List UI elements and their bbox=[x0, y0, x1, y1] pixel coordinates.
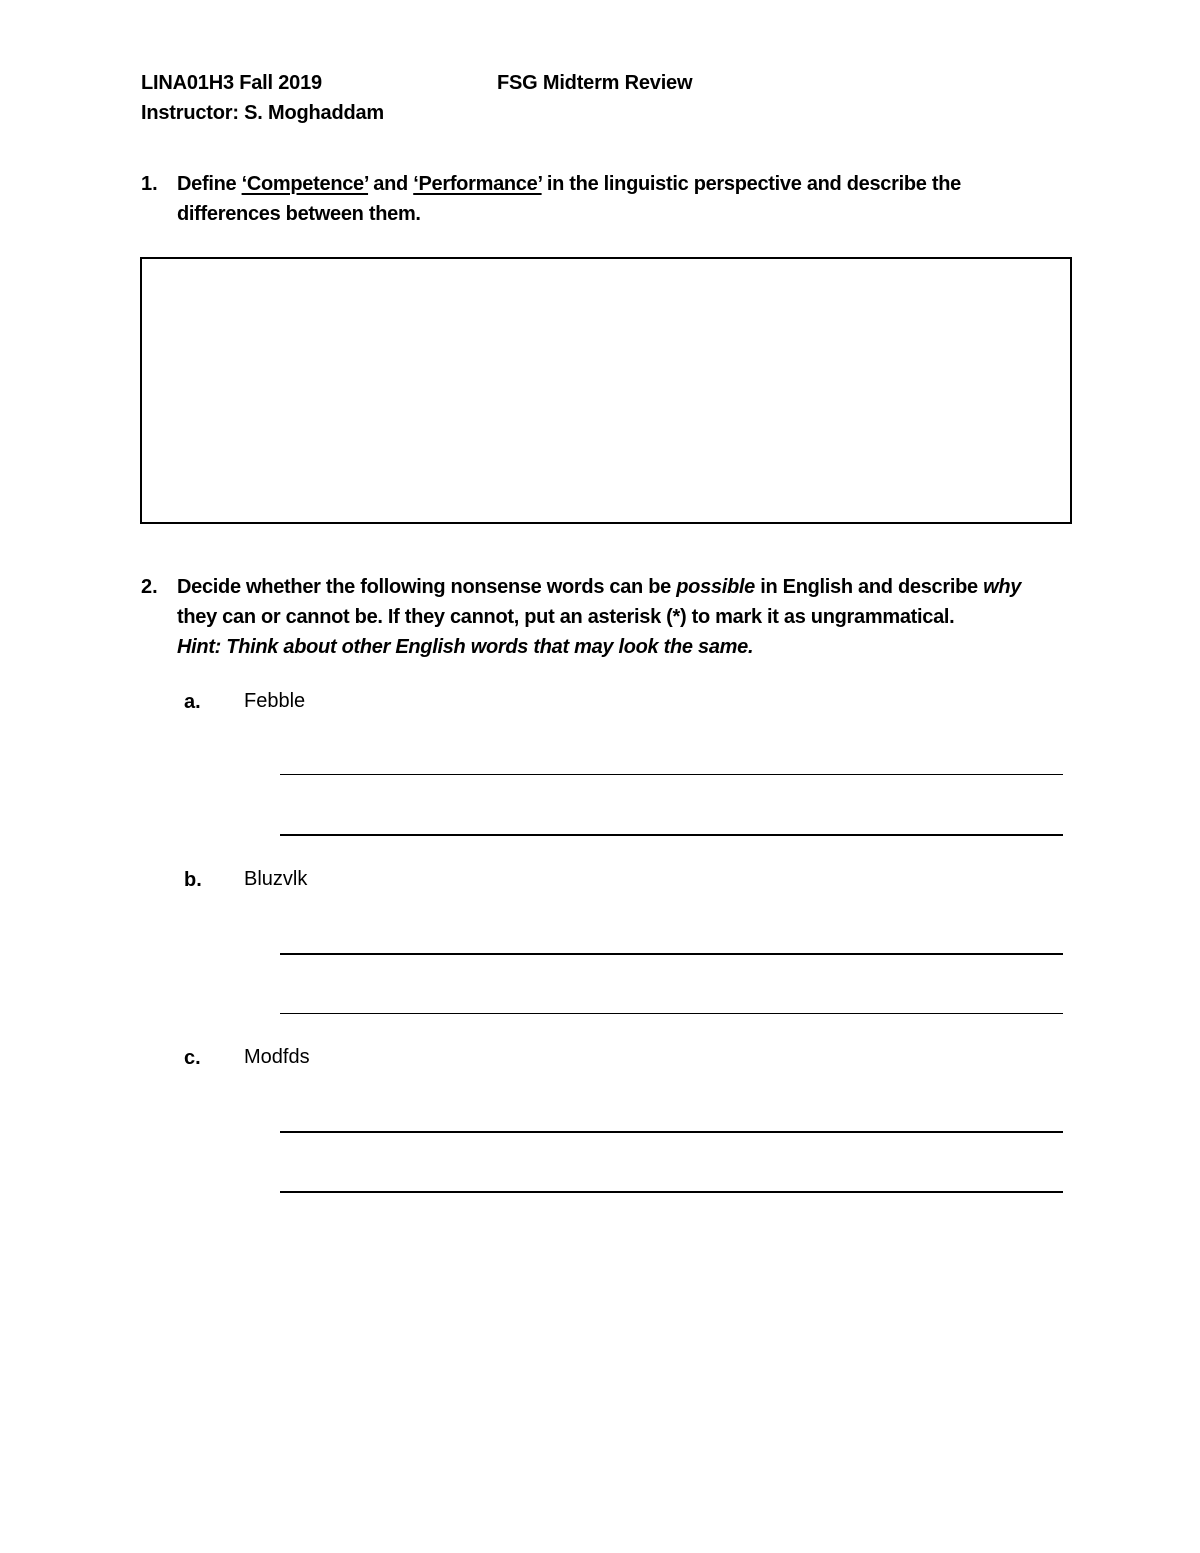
item-a-letter: a. bbox=[184, 691, 201, 713]
term-performance: ‘Performance’ bbox=[413, 173, 542, 195]
answer-line-b-2[interactable] bbox=[280, 1013, 1063, 1014]
question-2-part: Decide whether the following nonsense words can be bbox=[177, 576, 677, 598]
answer-line-c-1[interactable] bbox=[280, 1131, 1063, 1133]
document-title: FSG Midterm Review bbox=[497, 72, 693, 94]
answer-line-b-1[interactable] bbox=[280, 953, 1063, 955]
course-code: LINA01H3 Fall 2019 bbox=[141, 72, 322, 94]
answer-box-question-1[interactable] bbox=[140, 257, 1072, 524]
question-2-number: 2. bbox=[141, 576, 158, 598]
question-1-text bbox=[177, 169, 961, 229]
item-a-word: Febble bbox=[244, 690, 306, 712]
term-competence: ‘Competence’ bbox=[241, 173, 369, 195]
question-1-number: 1. bbox=[141, 173, 158, 195]
emphasis-possible: possible bbox=[676, 576, 755, 598]
question-1-line-2: differences between them. bbox=[177, 203, 421, 225]
question-2-line-2: they can or cannot be. If they cannot, put an asterisk (*) to mark it as ungrammatical. bbox=[177, 606, 955, 628]
answer-line-a-2[interactable] bbox=[280, 834, 1063, 836]
item-b-letter: b. bbox=[184, 869, 202, 891]
answer-line-c-2[interactable] bbox=[280, 1191, 1063, 1193]
item-c-letter: c. bbox=[184, 1047, 201, 1069]
emphasis-why: why bbox=[983, 576, 1022, 598]
item-c-word: Modfds bbox=[244, 1046, 310, 1068]
question-1-part: Define bbox=[177, 173, 242, 195]
question-2-text bbox=[177, 572, 1021, 662]
answer-line-a-1[interactable] bbox=[280, 774, 1063, 775]
question-2-part: in English and describe bbox=[754, 576, 984, 598]
question-2-hint: Hint: Think about other English words that may look the same. bbox=[177, 636, 754, 658]
question-1-part: and bbox=[368, 173, 414, 195]
item-b-word: Bluzvlk bbox=[244, 868, 308, 890]
instructor-name: Instructor: S. Moghaddam bbox=[141, 102, 384, 124]
question-1-part: in the linguistic perspective and describe the bbox=[541, 173, 961, 195]
